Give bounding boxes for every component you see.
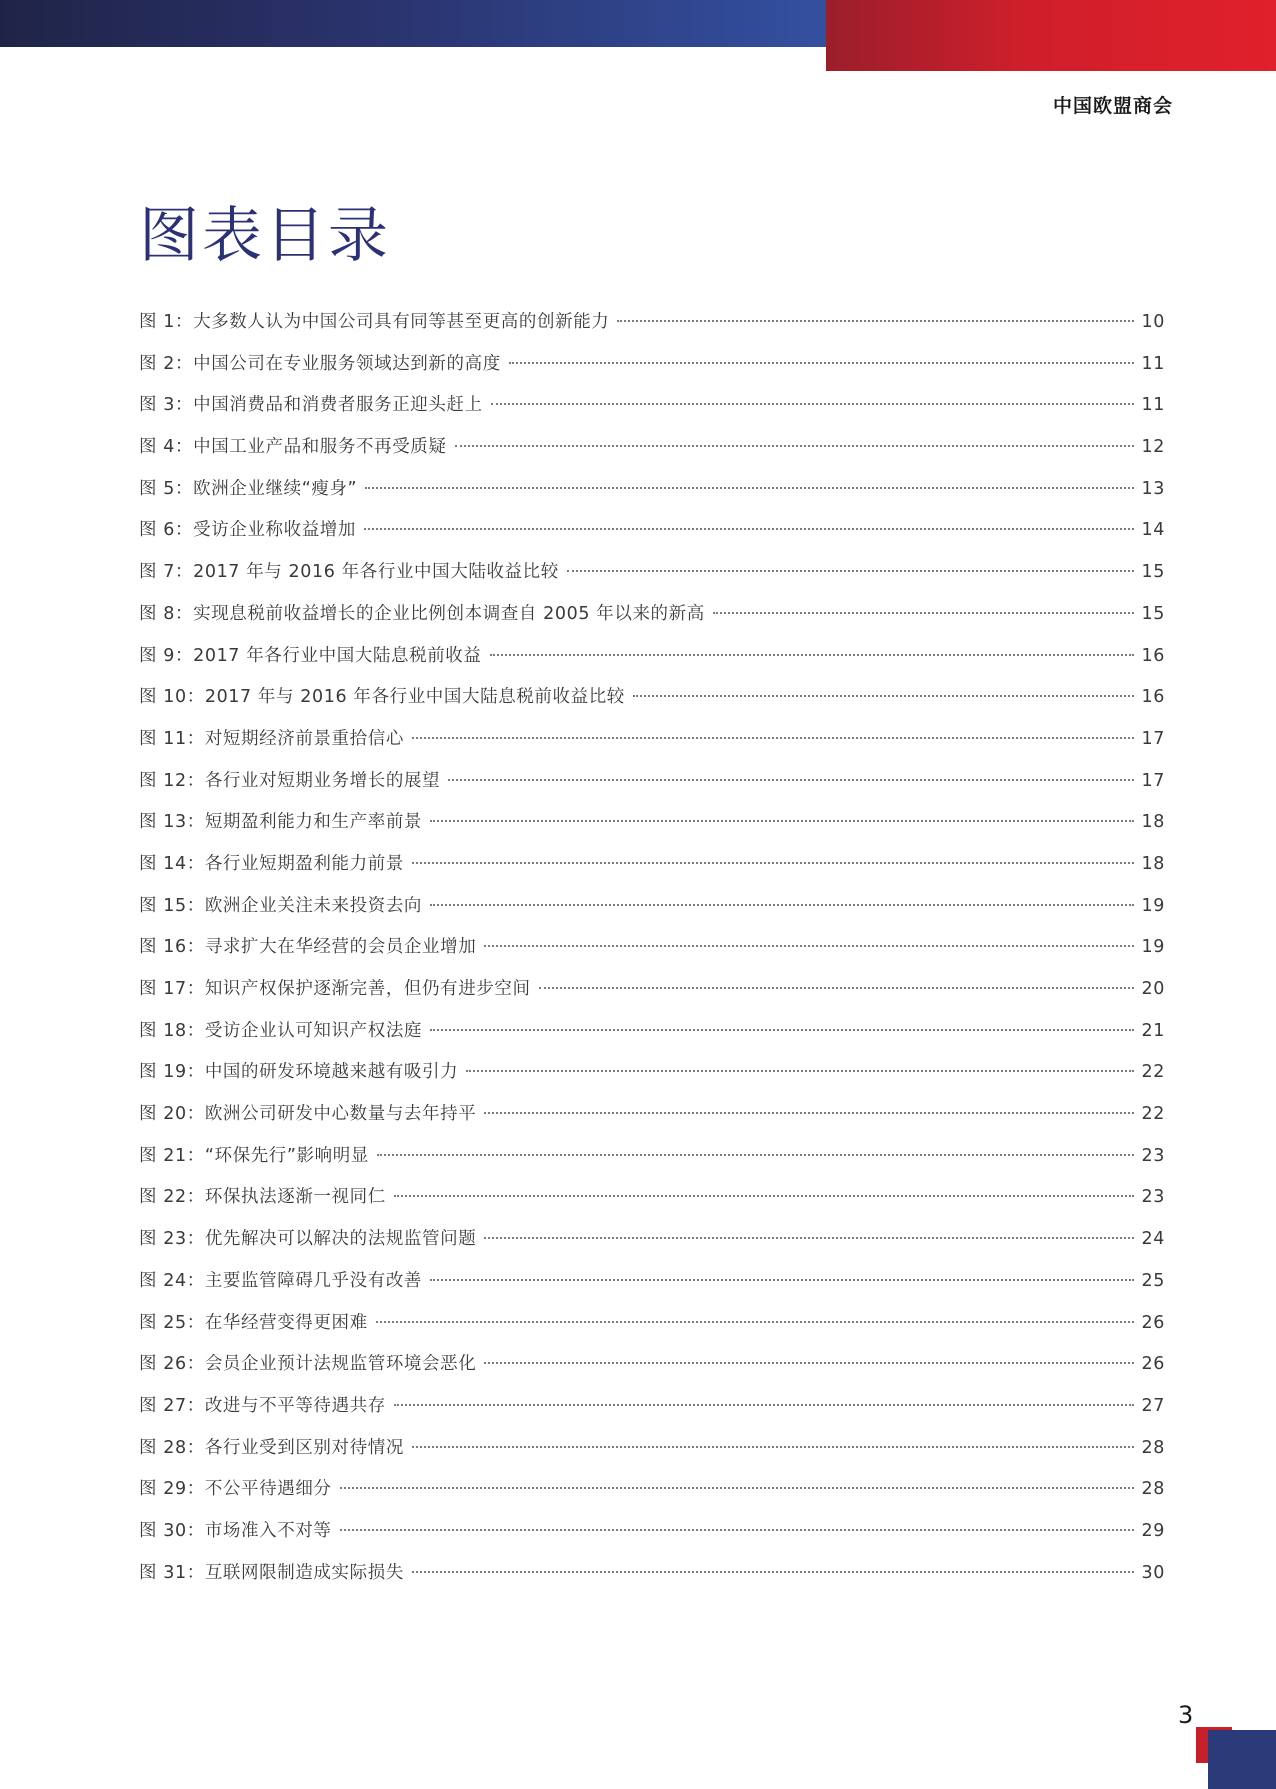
toc-entry[interactable] xyxy=(139,1386,1165,1428)
toc-entry-page: 26 xyxy=(1141,1354,1165,1375)
toc-entry-label: 图 14：各行业短期盈利能力前景 xyxy=(139,853,404,874)
toc-entry[interactable] xyxy=(139,302,1165,344)
toc-entry-page: 28 xyxy=(1141,1437,1165,1458)
header-red-band xyxy=(826,0,1276,71)
toc-entry-label: 图 2：中国公司在专业服务领域达到新的高度 xyxy=(139,353,501,374)
toc-entry-page: 16 xyxy=(1141,687,1165,708)
dot-leader xyxy=(617,320,1133,322)
dot-leader xyxy=(539,987,1134,989)
toc-entry[interactable] xyxy=(139,344,1165,386)
toc-entry-label: 图 1：大多数人认为中国公司具有同等甚至更高的创新能力 xyxy=(139,312,610,332)
toc-entry-page: 19 xyxy=(1141,895,1165,916)
toc-entry[interactable] xyxy=(139,719,1165,761)
toc-entry[interactable] xyxy=(139,1136,1165,1178)
toc-entry-label: 图 18：受访企业认可知识产权法庭 xyxy=(139,1020,423,1041)
dot-leader xyxy=(412,1446,1134,1448)
toc-entry[interactable] xyxy=(139,594,1165,636)
toc-entry-page: 19 xyxy=(1141,937,1165,958)
dot-leader xyxy=(509,362,1134,364)
toc-entry[interactable] xyxy=(139,1219,1165,1261)
dot-leader xyxy=(412,1571,1134,1573)
toc-entry-page: 16 xyxy=(1141,645,1165,666)
dot-leader xyxy=(430,820,1134,822)
toc-entry-page: 24 xyxy=(1141,1229,1165,1250)
toc-entry-label: 图 17：知识产权保护逐渐完善，但仍有进步空间 xyxy=(139,979,531,999)
toc-entry-label: 图 13：短期盈利能力和生产率前景 xyxy=(139,812,423,833)
toc-entry[interactable] xyxy=(139,1011,1165,1053)
toc-entry-page: 11 xyxy=(1141,353,1165,374)
toc-entry-page: 28 xyxy=(1141,1479,1165,1500)
toc-entry-label: 图 3：中国消费品和消费者服务正迎头赶上 xyxy=(139,395,483,416)
toc-entry-label: 图 25：在华经营变得更困难 xyxy=(139,1312,368,1333)
toc-entry-label: 图 26：会员企业预计法规监管环境会恶化 xyxy=(139,1354,477,1375)
dot-leader xyxy=(412,737,1134,739)
organization-name: 中国欧盟商会 xyxy=(1052,95,1173,117)
toc-entry-page: 10 xyxy=(1141,312,1165,332)
toc-entry-page: 30 xyxy=(1141,1562,1165,1583)
toc-entry-label: 图 22：环保执法逐渐一视同仁 xyxy=(139,1187,386,1208)
toc-entry[interactable] xyxy=(139,886,1165,928)
toc-entry-page: 17 xyxy=(1141,728,1165,749)
toc-entry-page: 22 xyxy=(1141,1104,1165,1125)
dot-leader xyxy=(713,612,1134,614)
dot-leader xyxy=(455,445,1134,447)
page-number: 3 xyxy=(1178,1701,1194,1729)
toc-entry-label: 图 15：欧洲企业关注未来投资去向 xyxy=(139,895,423,916)
toc-entry-page: 29 xyxy=(1141,1520,1165,1541)
toc-entry-label: 图 31：互联网限制造成实际损失 xyxy=(139,1562,404,1583)
toc-entry-page: 13 xyxy=(1141,478,1165,499)
toc-entry-label: 图 19：中国的研发环境越来越有吸引力 xyxy=(139,1062,459,1083)
toc-entry-label: 图 5：欧洲企业继续“瘦身” xyxy=(139,478,358,499)
toc-entry-label: 图 23：优先解决可以解决的法规监管问题 xyxy=(139,1229,477,1250)
toc-entry-label: 图 7：2017 年与 2016 年各行业中国大陆收益比较 xyxy=(139,562,559,583)
table-of-figures xyxy=(139,302,1165,1594)
dot-leader xyxy=(430,1279,1134,1281)
toc-entry-page: 22 xyxy=(1141,1062,1165,1083)
toc-entry-label: 图 29：不公平待遇细分 xyxy=(139,1479,332,1500)
toc-entry-page: 23 xyxy=(1141,1145,1165,1166)
dot-leader xyxy=(491,403,1134,405)
dot-leader xyxy=(484,1362,1133,1364)
toc-entry-page: 11 xyxy=(1141,395,1165,416)
dot-leader xyxy=(448,779,1133,781)
toc-entry[interactable] xyxy=(139,552,1165,594)
dot-leader xyxy=(394,1404,1134,1406)
toc-entry-label: 图 12：各行业对短期业务增长的展望 xyxy=(139,770,441,791)
toc-entry-label: 图 28：各行业受到区别对待情况 xyxy=(139,1437,404,1458)
toc-entry-page: 25 xyxy=(1141,1270,1165,1291)
toc-entry[interactable] xyxy=(139,1261,1165,1303)
toc-entry-page: 17 xyxy=(1141,770,1165,791)
toc-entry-label: 图 6：受访企业称收益增加 xyxy=(139,520,356,541)
toc-entry-page: 18 xyxy=(1141,853,1165,874)
corner-blue-block xyxy=(1208,1730,1276,1789)
dot-leader xyxy=(484,945,1133,947)
toc-entry[interactable] xyxy=(139,761,1165,803)
dot-leader xyxy=(365,487,1133,489)
toc-entry-label: 图 9：2017 年各行业中国大陆息税前收益 xyxy=(139,645,482,666)
dot-leader xyxy=(490,654,1134,656)
toc-entry[interactable] xyxy=(139,677,1165,719)
dot-leader xyxy=(567,570,1134,572)
dot-leader xyxy=(484,1237,1133,1239)
dot-leader xyxy=(364,528,1134,530)
toc-entry-label: 图 10：2017 年与 2016 年各行业中国大陆息税前收益比较 xyxy=(139,687,625,708)
toc-entry-label: 图 30：市场准入不对等 xyxy=(139,1520,332,1541)
toc-entry[interactable] xyxy=(139,1511,1165,1553)
dot-leader xyxy=(340,1487,1134,1489)
toc-entry[interactable] xyxy=(139,636,1165,678)
dot-leader xyxy=(484,1112,1133,1114)
toc-entry-page: 27 xyxy=(1141,1395,1165,1416)
toc-entry[interactable] xyxy=(139,802,1165,844)
toc-entry[interactable] xyxy=(139,1469,1165,1511)
toc-entry[interactable] xyxy=(139,1344,1165,1386)
toc-entry[interactable] xyxy=(139,1177,1165,1219)
toc-entry-page: 20 xyxy=(1141,979,1165,999)
toc-entry[interactable] xyxy=(139,510,1165,552)
toc-entry-label: 图 20：欧洲公司研发中心数量与去年持平 xyxy=(139,1104,477,1125)
toc-entry-page: 23 xyxy=(1141,1187,1165,1208)
toc-entry-label: 图 27：改进与不平等待遇共存 xyxy=(139,1395,386,1416)
toc-entry-page: 15 xyxy=(1141,603,1165,624)
toc-entry[interactable] xyxy=(139,469,1165,511)
dot-leader xyxy=(340,1529,1134,1531)
toc-entry-label: 图 16：寻求扩大在华经营的会员企业增加 xyxy=(139,937,477,958)
toc-entry[interactable] xyxy=(139,1094,1165,1136)
toc-entry-page: 26 xyxy=(1141,1312,1165,1333)
toc-entry-page: 14 xyxy=(1141,520,1165,541)
header-blue-band xyxy=(0,0,828,47)
toc-entry[interactable] xyxy=(139,1428,1165,1470)
dot-leader xyxy=(633,695,1134,697)
toc-entry[interactable] xyxy=(139,427,1165,469)
toc-entry-label: 图 8：实现息税前收益增长的企业比例创本调查自 2005 年以来的新高 xyxy=(139,603,705,624)
toc-entry[interactable] xyxy=(139,1303,1165,1345)
toc-entry[interactable] xyxy=(139,969,1165,1011)
toc-entry-label: 图 21：“环保先行”影响明显 xyxy=(139,1145,369,1166)
toc-entry[interactable] xyxy=(139,1553,1165,1595)
dot-leader xyxy=(430,904,1134,906)
toc-entry-label: 图 24：主要监管障碍几乎没有改善 xyxy=(139,1270,423,1291)
toc-entry[interactable] xyxy=(139,385,1165,427)
toc-entry[interactable] xyxy=(139,1052,1165,1094)
toc-entry[interactable] xyxy=(139,844,1165,886)
dot-leader xyxy=(394,1195,1134,1197)
toc-entry-label: 图 11：对短期经济前景重拾信心 xyxy=(139,728,404,749)
toc-entry-label: 图 4：中国工业产品和服务不再受质疑 xyxy=(139,437,447,458)
dot-leader xyxy=(430,1029,1134,1031)
toc-entry[interactable] xyxy=(139,927,1165,969)
dot-leader xyxy=(377,1154,1134,1156)
dot-leader xyxy=(466,1070,1133,1072)
toc-entry-page: 15 xyxy=(1141,562,1165,583)
toc-entry-page: 18 xyxy=(1141,812,1165,833)
page-title: 图表目录 xyxy=(139,201,391,271)
dot-leader xyxy=(376,1321,1134,1323)
dot-leader xyxy=(412,862,1134,864)
toc-entry-page: 12 xyxy=(1141,437,1165,458)
toc-entry-page: 21 xyxy=(1141,1020,1165,1041)
